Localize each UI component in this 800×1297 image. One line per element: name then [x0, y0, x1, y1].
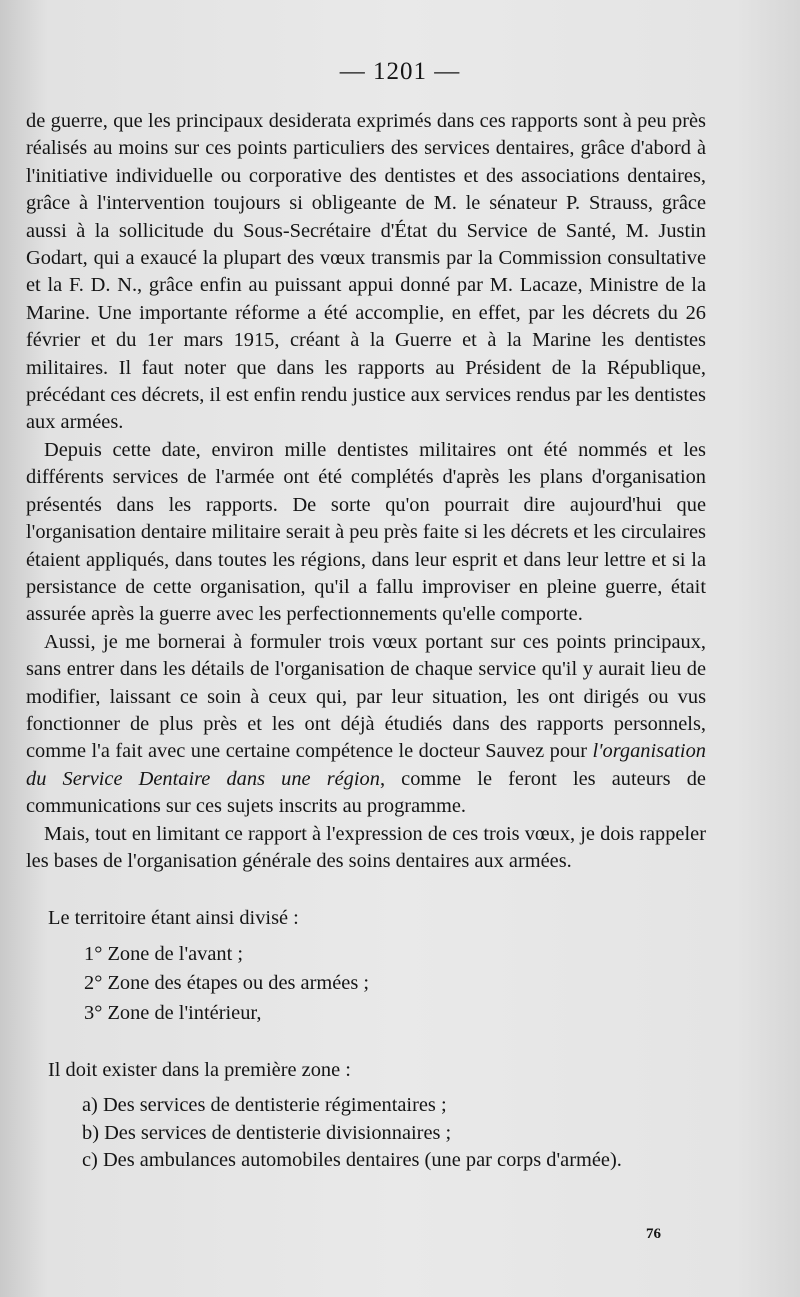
paragraph-1: de guerre, que les principaux desiderata exprimés dans ces rapports sont à peu près réalisés au moins sur ces points particuliers des services dentaires, grâce d'abord à l'initiative individuelle ou corporative des dentistes et des associations dentaires, grâce à l'intervention toujours si obligeante de M. le sénateur P. Strauss, grâce aussi à la sollicitude du Sous-Secrétaire d'État du Service de Santé, M. Justin Godart, qui a exaucé la plupart des vœux transmis par la Commission consultative et la F. D. N., grâce enfin au puissant appui donné par M. Lacaze, Ministre de la Marine. Une importante réforme a été accomplie, en effet, par les décrets du 26 février et du 1er mars 1915, créant à la Guerre et à la Marine les dentistes militaires. Il faut noter que dans les rapports au Président de la République, précédant ces décrets, il est enfin rendu justice aux services rendus par les dentistes aux armées. [26, 110, 706, 434]
signature-number: 76 [646, 1226, 661, 1242]
territory-intro: Le territoire étant ainsi divisé : [48, 907, 299, 930]
paragraph-3-after: , comme le feront les auteurs de communications sur ces sujets inscrits au programme. [26, 767, 706, 818]
body-text [26, 108, 706, 1175]
paragraph-3 [26, 629, 706, 821]
page-number: — 1201 — [339, 58, 461, 85]
paragraph-2: Depuis cette date, environ mille dentistes militaires ont été nommés et les différents services de l'armée ont été complétés d'après les plans d'organisation présentés dans les rapports. De sorte qu'on pourrait dire aujourd'hui que l'organisation dentaire militaire serait à peu près faite si les décrets et les circulaires étaient appliqués, dans toutes les régions, dans leur esprit et dans leur lettre et si la persistance de cette organisation, qu'il a fallu improviser en pleine guerre, était assurée après la guerre avec les perfectionnements qu'elle comporte. [26, 438, 706, 626]
paragraph-4: Mais, tout en limitant ce rapport à l'expression de ces trois vœux, je dois rappeler les bases de l'organisation générale des soins dentaires aux armées. [26, 822, 706, 872]
list-item: b) Des services de dentisterie divisionnaires ; [82, 1121, 452, 1144]
list-item: c) Des ambulances automobiles dentaires (une par corps d'armée). [82, 1149, 622, 1172]
paragraph-3-italic-title: l'organisation du Service Dentaire dans une région [26, 740, 706, 790]
first-zone-intro: Il doit exister dans la première zone : [48, 1059, 351, 1081]
list-item: a) Des services de dentisterie régimentaires ; [82, 1094, 447, 1117]
list-item: 3° Zone de l'intérieur, [84, 1001, 262, 1024]
list-item: 2° Zone des étapes ou des armées ; [84, 972, 370, 995]
service-list [26, 1092, 706, 1174]
zone-list [26, 941, 706, 1027]
paragraph-3-before: Aussi, je me bornerai à formuler trois vœux portant sur ces points principaux, sans entrer dans les détails de l'organisation de chaque service qu'il y aurait lieu de modifier, laissant ce soin à ceux qui, par leur situation, les ont dirigés ou vus fonctionner de plus près et les ont déjà étudiés dans des rapports personnels, comme l'a fait avec une certaine compétence le docteur Sauvez pour [26, 630, 706, 763]
list-item: 1° Zone de l'avant ; [84, 942, 244, 965]
